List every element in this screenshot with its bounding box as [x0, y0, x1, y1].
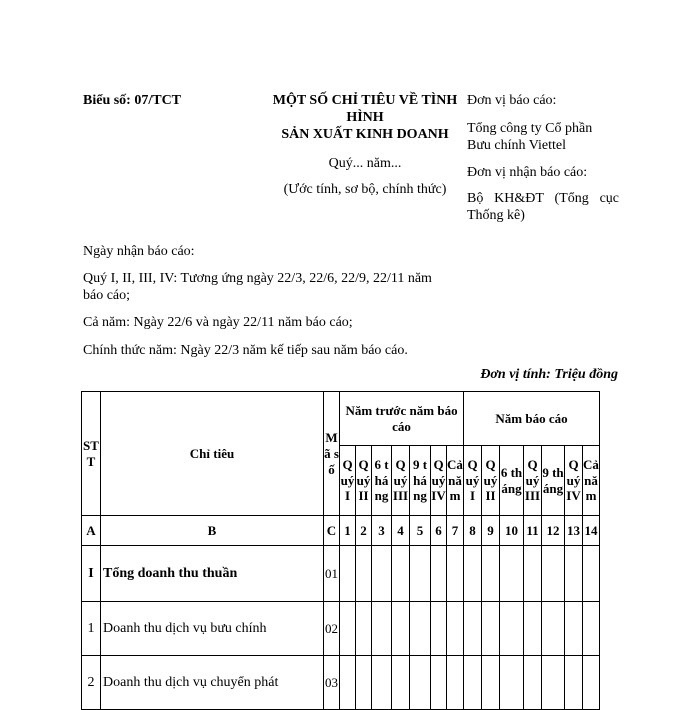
indicator-table — [81, 391, 600, 710]
table-row — [82, 656, 600, 710]
index-cell: A — [82, 516, 101, 546]
value-cell[interactable] — [392, 602, 410, 656]
value-cell[interactable] — [340, 656, 356, 710]
value-cell[interactable] — [392, 656, 410, 710]
value-cell[interactable] — [542, 602, 565, 656]
value-cell[interactable] — [542, 656, 565, 710]
title-line-3: SẢN XUẤT KINH DOANH — [281, 127, 449, 142]
sub-header: 6 tháng — [500, 446, 524, 516]
value-cell[interactable] — [500, 546, 524, 602]
quarterly-line-1: Quý I, II, III, IV: Tương ứng ngày 22/3, 22/6, 22/9, 22/11 năm — [83, 271, 432, 286]
index-cell: 14 — [583, 516, 600, 546]
value-cell[interactable] — [542, 546, 565, 602]
row-stt: 1 — [82, 602, 101, 656]
row-code: 02 — [324, 602, 340, 656]
prev-year-group-header: Năm trước năm báo cáo — [340, 392, 464, 446]
value-cell[interactable] — [447, 602, 464, 656]
value-cell[interactable] — [410, 602, 431, 656]
row-stt: 2 — [82, 656, 101, 710]
table-row — [82, 546, 600, 602]
index-cell: 4 — [392, 516, 410, 546]
row-code: 01 — [324, 546, 340, 602]
index-cell: C — [324, 516, 340, 546]
value-cell[interactable] — [356, 656, 372, 710]
value-cell[interactable] — [524, 602, 542, 656]
value-cell[interactable] — [464, 546, 482, 602]
reporting-unit-line-2: Bưu chính Viettel — [467, 138, 567, 153]
value-cell[interactable] — [565, 546, 583, 602]
sub-header: Quý II — [482, 446, 500, 516]
index-cell: 11 — [524, 516, 542, 546]
value-cell[interactable] — [583, 602, 600, 656]
value-cell[interactable] — [464, 602, 482, 656]
index-cell: 6 — [431, 516, 447, 546]
value-cell[interactable] — [431, 602, 447, 656]
row-stt: I — [82, 546, 101, 602]
value-cell[interactable] — [482, 602, 500, 656]
value-cell[interactable] — [431, 546, 447, 602]
index-cell: 5 — [410, 516, 431, 546]
receiving-unit-value — [467, 190, 619, 224]
sub-header: Cả năm — [583, 446, 600, 516]
row-indicator: Tổng doanh thu thuần — [101, 546, 324, 602]
value-cell[interactable] — [447, 546, 464, 602]
value-cell[interactable] — [583, 546, 600, 602]
report-title — [260, 92, 470, 143]
sub-header: Quý III — [524, 446, 542, 516]
value-cell[interactable] — [500, 656, 524, 710]
official-deadline: Chính thức năm: Ngày 22/3 năm kế tiếp sau năm báo cáo. — [83, 343, 408, 358]
value-cell[interactable] — [464, 656, 482, 710]
index-cell: B — [101, 516, 324, 546]
index-cell: 7 — [447, 516, 464, 546]
index-cell: 13 — [565, 516, 583, 546]
received-date-label: Ngày nhận báo cáo: — [83, 244, 195, 259]
sub-header: Quý I — [340, 446, 356, 516]
index-cell: 9 — [482, 516, 500, 546]
sub-header: Quý I — [464, 446, 482, 516]
reporting-unit-line-1: Tổng công ty Cổ phần — [467, 121, 593, 136]
value-cell[interactable] — [524, 656, 542, 710]
row-code: 03 — [324, 656, 340, 710]
index-cell: 3 — [372, 516, 392, 546]
stt-header: STT — [82, 392, 101, 516]
form-number: Biểu số: 07/TCT — [83, 93, 182, 108]
value-cell[interactable] — [372, 602, 392, 656]
value-cell[interactable] — [356, 546, 372, 602]
sub-header: 6 tháng — [372, 446, 392, 516]
sub-header: Quý II — [356, 446, 372, 516]
value-cell[interactable] — [431, 656, 447, 710]
sub-header: 9 tháng — [542, 446, 565, 516]
value-cell[interactable] — [482, 546, 500, 602]
value-cell[interactable] — [340, 546, 356, 602]
receiving-unit-line-2: Thống kê) — [467, 208, 525, 223]
value-cell[interactable] — [410, 546, 431, 602]
estimate-text: (Ước tính, sơ bộ, chính thức) — [283, 182, 447, 197]
value-cell[interactable] — [565, 656, 583, 710]
title-line-1: MỘT SỐ CHỈ TIÊU VỀ TÌNH — [272, 93, 458, 108]
sub-header: 9 tháng — [410, 446, 431, 516]
index-cell: 8 — [464, 516, 482, 546]
value-cell[interactable] — [372, 656, 392, 710]
row-indicator: Doanh thu dịch vụ chuyển phát — [101, 656, 324, 710]
sub-header: Quý IV — [431, 446, 447, 516]
period-text: Quý... năm... — [328, 156, 402, 171]
code-header: Mã số — [324, 392, 340, 516]
reporting-unit-label: Đơn vị báo cáo: — [467, 93, 557, 108]
index-cell: 1 — [340, 516, 356, 546]
value-cell[interactable] — [392, 546, 410, 602]
annual-deadline: Cả năm: Ngày 22/6 và ngày 22/11 năm báo cáo; — [83, 315, 353, 330]
title-line-2: HÌNH — [346, 110, 384, 125]
index-cell: 2 — [356, 516, 372, 546]
value-cell[interactable] — [565, 602, 583, 656]
receiving-unit-line-1: Bộ KH&ĐT (Tổng cục — [467, 191, 619, 206]
quarterly-line-2: báo cáo; — [83, 288, 131, 303]
sub-header: Cả năm — [447, 446, 464, 516]
row-indicator: Doanh thu dịch vụ bưu chính — [101, 602, 324, 656]
receiving-unit-label: Đơn vị nhận báo cáo: — [467, 165, 588, 180]
curr-year-group-header: Năm báo cáo — [464, 392, 600, 446]
value-cell[interactable] — [340, 602, 356, 656]
value-cell[interactable] — [524, 546, 542, 602]
index-cell: 12 — [542, 516, 565, 546]
index-row — [82, 516, 600, 546]
value-cell[interactable] — [482, 656, 500, 710]
value-cell[interactable] — [410, 656, 431, 710]
value-cell[interactable] — [372, 546, 392, 602]
indicator-header: Chỉ tiêu — [101, 392, 324, 516]
quarterly-deadline — [83, 270, 432, 304]
sub-header: Quý IV — [565, 446, 583, 516]
table-row — [82, 602, 600, 656]
value-cell[interactable] — [447, 656, 464, 710]
header-row-1 — [82, 392, 600, 446]
value-cell[interactable] — [356, 602, 372, 656]
sub-header: Quý III — [392, 446, 410, 516]
unit-label: Đơn vị tính: Triệu đồng — [480, 367, 618, 382]
value-cell[interactable] — [583, 656, 600, 710]
value-cell[interactable] — [500, 602, 524, 656]
reporting-unit-value — [467, 120, 592, 154]
index-cell: 10 — [500, 516, 524, 546]
